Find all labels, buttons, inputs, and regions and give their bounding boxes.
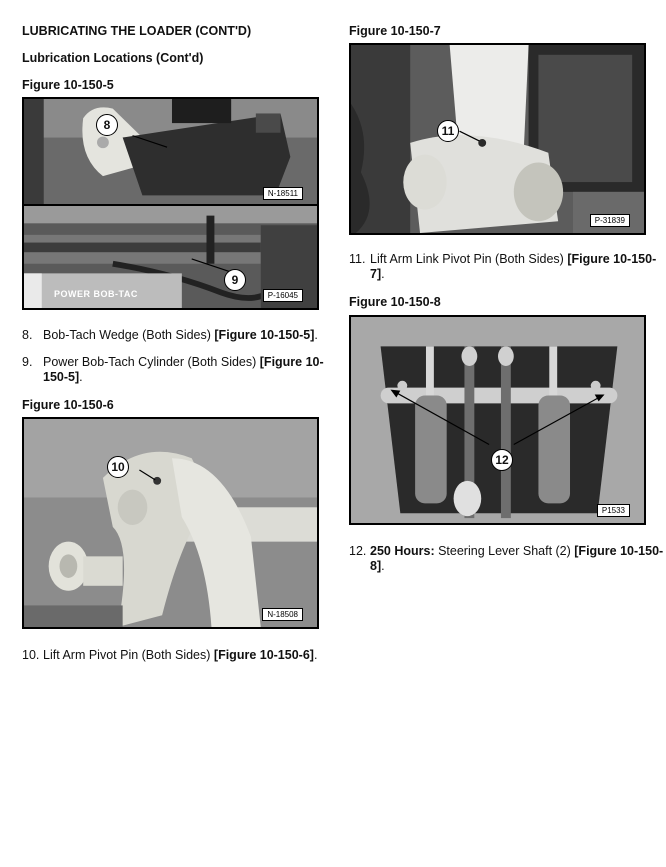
item-9-number: 9. xyxy=(22,355,33,369)
list-item-11 xyxy=(349,252,657,282)
item-11-figure-ref-a: [Figure 10-150- xyxy=(567,252,657,266)
list-item-8 xyxy=(22,328,322,343)
lift-arm-pivot-photo xyxy=(24,419,317,627)
item-12-label: Steering Lever Shaft (2) xyxy=(434,544,575,558)
power-bob-tach-decal: POWER BOB-TAC xyxy=(54,289,138,299)
item-9-text xyxy=(43,355,324,385)
lift-arm-link-pivot-photo xyxy=(351,45,644,233)
figure-8-photo-id: P1533 xyxy=(597,504,630,517)
item-12-interval: 250 Hours: xyxy=(370,544,435,558)
callout-8: 8 xyxy=(96,114,118,136)
figure-5-bottom-photo xyxy=(22,204,319,310)
item-8-figure-ref: [Figure 10-150-5] xyxy=(214,328,315,342)
figure-6-photo-id: N-18508 xyxy=(262,608,303,621)
section-subtitle: Lubrication Locations (Cont'd) xyxy=(22,51,204,65)
callout-11: 11 xyxy=(437,120,459,142)
item-10-text xyxy=(43,648,317,663)
item-10-number: 10. xyxy=(22,648,40,662)
figure-5-top-photo xyxy=(22,97,319,208)
item-11-number: 11. xyxy=(349,252,366,266)
item-11-label: Lift Arm Link Pivot Pin (Both Sides) xyxy=(370,252,568,266)
item-12-period: . xyxy=(381,559,385,573)
figure-5-bottom-photo-id: P-16045 xyxy=(263,289,303,302)
figure-8-photo xyxy=(349,315,646,525)
list-item-9 xyxy=(22,355,322,385)
item-9-figure-ref-a: [Figure 10- xyxy=(259,355,324,369)
figure-8-caption: Figure 10-150-8 xyxy=(349,295,441,309)
figure-5-top-photo-id: N-18511 xyxy=(263,187,303,200)
figure-5-caption: Figure 10-150-5 xyxy=(22,78,114,92)
figure-7-photo-id: P-31839 xyxy=(590,214,630,227)
item-12-figure-ref-a: [Figure 10-150- xyxy=(574,544,664,558)
item-8-label: Bob-Tach Wedge (Both Sides) xyxy=(43,328,215,342)
item-9-period: . xyxy=(79,370,83,384)
item-10-label: Lift Arm Pivot Pin (Both Sides) xyxy=(43,648,214,662)
item-8-number: 8. xyxy=(22,328,33,342)
item-10-figure-ref: [Figure 10-150-6] xyxy=(213,648,314,662)
item-11-period: . xyxy=(381,267,385,281)
item-9-label: Power Bob-Tach Cylinder (Both Sides) xyxy=(43,355,260,369)
item-8-period: . xyxy=(314,328,318,342)
item-10-period: . xyxy=(313,648,318,662)
figure-7-photo xyxy=(349,43,646,235)
callout-10: 10 xyxy=(107,456,129,478)
callout-12: 12 xyxy=(491,449,513,471)
item-12-number: 12. xyxy=(349,544,367,558)
item-12-figure-ref-b: 8] xyxy=(370,559,382,573)
page-title: LUBRICATING THE LOADER (CONT'D) xyxy=(22,24,252,38)
item-9-figure-ref-b: 150-5] xyxy=(43,370,80,384)
list-item-10 xyxy=(22,648,342,663)
list-item-12 xyxy=(349,544,664,574)
figure-7-caption: Figure 10-150-7 xyxy=(349,24,441,38)
callout-9: 9 xyxy=(224,269,246,291)
figure-6-photo xyxy=(22,417,319,629)
item-12-text xyxy=(370,544,663,574)
steering-lever-shaft-photo xyxy=(351,317,644,523)
item-8-text xyxy=(43,328,318,343)
item-11-figure-ref-b: 7] xyxy=(370,267,382,281)
figure-6-caption: Figure 10-150-6 xyxy=(22,398,114,412)
item-11-text xyxy=(370,252,656,282)
